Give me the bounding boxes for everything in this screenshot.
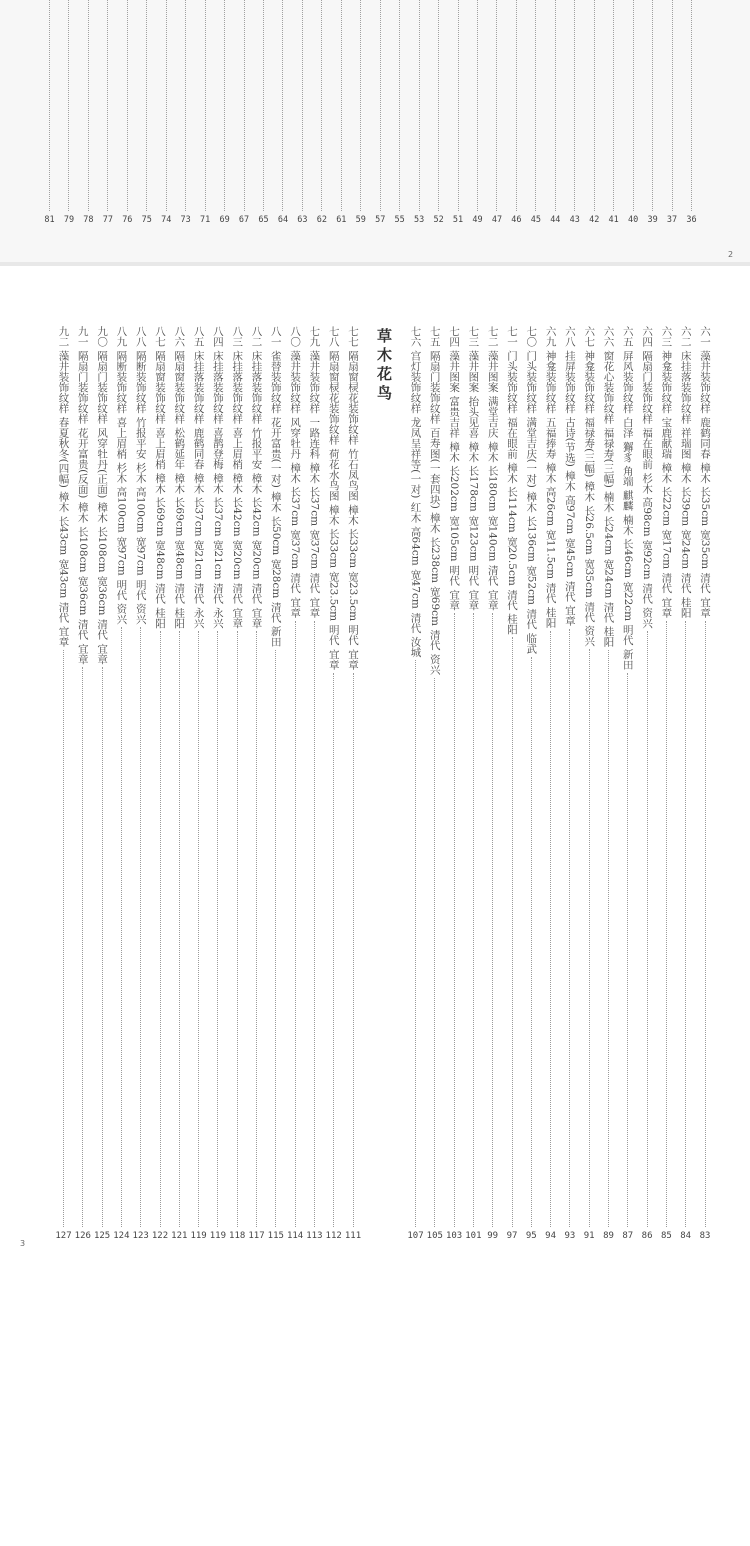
page-number: 112	[325, 1231, 342, 1241]
dotted-leader	[244, 0, 245, 211]
dotted-leader	[399, 0, 400, 211]
toc-entry-title: 八〇 藻井装饰纹样 风穿牡丹 樟木 长37cm 宽37cm 清代 宜章	[289, 326, 302, 618]
dotted-leader	[516, 0, 517, 211]
page-number: 36	[686, 215, 697, 225]
page-number: 40	[628, 215, 639, 225]
toc-entry	[482, 326, 504, 1242]
toc-entry	[149, 326, 171, 1242]
dotted-leader	[569, 629, 570, 1227]
toc-entry	[110, 326, 132, 1242]
toc-leader-column	[196, 0, 215, 226]
page-folio-main: 3	[20, 1239, 26, 1248]
toc-entry	[578, 326, 600, 1242]
toc-entry-title: 六二 床挂落装饰纹样 祥瑞图 樟木 长39cm 宽24cm 清代 桂阳	[679, 326, 692, 618]
toc-entry-title: 九二 藻井装饰纹样 春夏秋冬(四幅) 樟木 长43cm 宽43cm 清代 宜章	[57, 326, 70, 647]
toc-leader-column	[332, 0, 351, 226]
toc-leader-column	[449, 0, 468, 226]
dotted-leader	[633, 0, 634, 211]
toc-entry	[246, 326, 268, 1242]
page-number: 124	[113, 1231, 130, 1241]
toc-entry-title: 八九 隔断装饰纹样 喜上眉梢 杉木 高100cm 宽97cm 明代 资兴	[115, 326, 128, 625]
page-number: 81	[44, 215, 55, 225]
dotted-leader	[302, 0, 303, 211]
toc-entry-title: 七〇 门头装饰纹样 满堂吉庆(一对) 樟木 长136cm 宽52cm 清代 临武	[525, 326, 538, 654]
toc-entry-title: 六三 神龛装饰纹样 宝鹿献瑞 樟木 长22cm 宽17cm 清代 宜章	[660, 326, 673, 618]
previous-page-fragment	[0, 0, 750, 262]
toc-entry-title: 六六 窗花心装饰纹样 福禄寿(三幅) 楠木 长24cm 宽24cm 清代 桂阳	[602, 326, 615, 647]
toc-entry	[342, 326, 364, 1242]
toc-leader-column	[157, 0, 176, 226]
dotted-leader	[613, 0, 614, 211]
toc-leader-column	[137, 0, 156, 226]
toc-entry-title: 六八 挂屏装饰纹样 古诗(节选) 樟木 高97cm 宽45cm 清代 宜章	[563, 326, 576, 626]
toc-entry-title: 九一 隔扇门装饰纹样 花开富贵(反面) 樟木 长108cm 宽36cm 清代 宜章	[76, 326, 89, 665]
dotted-leader	[314, 621, 315, 1227]
page-number: 111	[344, 1231, 362, 1241]
toc-entry-title: 七二 藻井图案 满堂吉庆 樟木 长180cm 宽140cm 清代 宜章	[486, 326, 499, 611]
dotted-leader	[380, 0, 381, 211]
dotted-leader	[275, 650, 276, 1227]
page-number: 122	[151, 1231, 169, 1241]
dotted-leader	[179, 631, 180, 1227]
page-number: 121	[171, 1231, 188, 1241]
page-number: 78	[83, 215, 94, 225]
toc-entry	[520, 326, 542, 1242]
toc-entry	[636, 326, 658, 1242]
page-number: 76	[122, 215, 133, 225]
page-number: 93	[564, 1231, 576, 1241]
page-number: 43	[569, 215, 580, 225]
toc-entry	[694, 326, 716, 1242]
toc-leader-column	[235, 0, 254, 226]
dotted-leader	[217, 631, 218, 1227]
toc-leader-column	[118, 0, 137, 226]
page-number: 62	[316, 215, 327, 225]
toc-page	[0, 266, 750, 1546]
toc-leader-column	[98, 0, 117, 226]
page-number: 37	[666, 215, 678, 225]
toc-leader-column	[468, 0, 487, 226]
page-folio-top: 2	[728, 250, 734, 259]
dotted-leader	[550, 631, 551, 1227]
dotted-leader	[166, 0, 167, 211]
toc-entry-title: 八二 床挂落装饰纹样 竹报平安 樟木 长42cm 宽20cm 清代 宜章	[250, 326, 263, 629]
toc-entry-title: 六一 藻井装饰纹样 鹿鹤同春 樟木 长35cm 宽35cm 清代 宜章	[699, 326, 711, 618]
dotted-leader	[473, 613, 474, 1227]
page-number: 103	[445, 1231, 463, 1241]
page-number: 49	[472, 215, 483, 225]
page-number: 125	[93, 1231, 111, 1241]
toc-leader-column	[507, 0, 526, 226]
dotted-leader	[237, 631, 238, 1227]
toc-leader-column	[59, 0, 78, 226]
toc-entry-title: 七一 门头装饰纹样 福在眼前 樟木 长114cm 宽20.5cm 清代 桂阳	[506, 326, 518, 635]
dotted-leader	[102, 667, 103, 1227]
toc-entry-title: 七三 藻井图案 抬头见喜 樟木 长178cm 宽123cm 明代 宜章	[467, 326, 480, 611]
toc-leader-column	[682, 0, 701, 226]
toc-leader-column	[215, 0, 234, 226]
page-number: 57	[375, 215, 386, 225]
page-number: 71	[200, 215, 211, 225]
dotted-leader	[477, 0, 478, 211]
toc-entry	[72, 326, 94, 1242]
page-number: 117	[248, 1231, 265, 1241]
page-number: 84	[680, 1231, 692, 1241]
dotted-leader	[68, 0, 69, 211]
dotted-leader	[454, 613, 455, 1227]
toc-entry	[303, 326, 325, 1242]
page-number: 127	[55, 1231, 72, 1241]
toc-entry	[655, 326, 677, 1242]
toc-entry-title: 八三 床挂落装饰纹样 喜上眉梢 樟木 长42cm 宽20cm 清代 宜章	[231, 326, 244, 629]
toc-leader-column	[176, 0, 195, 226]
dotted-leader	[353, 673, 354, 1227]
toc-entry-title: 八八 隔断装饰纹样 竹报平安 杉木 高100cm 宽97cm 明代 资兴	[134, 326, 147, 625]
page-number: 105	[426, 1231, 443, 1241]
dotted-leader	[282, 0, 283, 211]
toc-entry	[53, 326, 75, 1242]
dotted-leader	[415, 660, 416, 1227]
dotted-leader	[419, 0, 420, 211]
dotted-leader	[496, 0, 497, 211]
toc-leader-column	[293, 0, 312, 226]
dotted-leader	[672, 0, 673, 211]
page-number: 59	[355, 215, 366, 225]
page-number: 86	[641, 1231, 653, 1241]
dotted-leader	[691, 0, 692, 211]
page-number: 61	[336, 215, 347, 225]
page-number: 64	[277, 215, 289, 225]
toc-leader-column	[312, 0, 331, 226]
toc-entry-title: 六五 屏风装饰纹样 白泽 獬豸 角端 麒麟 楠木 长46cm 宽22cm 明代 新田	[621, 326, 634, 670]
toc-leader-column	[585, 0, 604, 226]
toc-entry	[226, 326, 248, 1242]
page-number: 51	[452, 215, 464, 225]
page-number: 87	[622, 1231, 634, 1241]
dotted-leader	[321, 0, 322, 211]
page-number: 101	[465, 1231, 482, 1241]
page-number: 77	[102, 215, 113, 225]
page-number: 44	[550, 215, 561, 225]
page-number: 46	[511, 215, 522, 225]
toc-entry	[462, 326, 484, 1242]
page-number: 47	[491, 215, 503, 225]
toc-leader-column	[663, 0, 682, 226]
page-number: 75	[141, 215, 152, 225]
dotted-leader	[492, 613, 493, 1227]
dotted-leader	[107, 0, 108, 211]
page-number: 126	[74, 1231, 91, 1241]
toc-entry-title: 八四 床挂落装饰纹样 喜鹊登梅 樟木 长37cm 宽21cm 清代 永兴	[211, 326, 224, 629]
toc-entry	[617, 326, 639, 1242]
page-number: 91	[583, 1231, 595, 1241]
page-number: 69	[219, 215, 230, 225]
dotted-leader	[160, 631, 161, 1227]
page-number: 39	[647, 215, 658, 225]
dotted-leader	[647, 631, 648, 1227]
toc-entry	[559, 326, 581, 1242]
page-number: 119	[209, 1231, 227, 1241]
dotted-leader	[185, 0, 186, 211]
dotted-leader	[256, 631, 257, 1227]
page-number: 114	[286, 1231, 304, 1241]
toc-entry	[424, 326, 446, 1242]
page-number: 63	[297, 215, 308, 225]
toc-entry	[130, 326, 152, 1242]
dotted-leader	[438, 0, 439, 211]
dotted-leader	[341, 0, 342, 211]
toc-leader-column	[565, 0, 584, 226]
page-number: 115	[267, 1231, 284, 1241]
page-number: 45	[530, 215, 541, 225]
toc-entry	[598, 326, 620, 1242]
dotted-leader	[263, 0, 264, 211]
toc-entry	[405, 326, 427, 1242]
dotted-leader	[49, 0, 50, 211]
page-number: 41	[608, 215, 619, 225]
page-number: 95	[525, 1231, 537, 1241]
dotted-leader	[198, 631, 199, 1227]
toc-leader-column	[273, 0, 292, 226]
toc-entry	[501, 326, 523, 1242]
page-number: 118	[229, 1231, 246, 1241]
toc-entry	[323, 326, 345, 1242]
page-number: 52	[433, 215, 444, 225]
page-number: 79	[63, 215, 75, 225]
section-title: 草木花鸟	[375, 328, 393, 404]
toc-leader-column	[390, 0, 409, 226]
dotted-leader	[512, 637, 513, 1227]
dotted-leader	[140, 627, 141, 1227]
toc-entry	[443, 326, 465, 1242]
toc-leader-column	[410, 0, 429, 226]
page-number: 107	[407, 1231, 424, 1241]
page-number: 89	[603, 1231, 614, 1241]
toc-leader-column	[79, 0, 98, 226]
toc-entry-title: 七九 藻井装饰纹样 一路连科 樟木 长37cm 宽37cm 清代 宜章	[308, 326, 321, 618]
toc-entry	[540, 326, 562, 1242]
page-number: 65	[258, 215, 269, 225]
dotted-leader	[458, 0, 459, 211]
dotted-leader	[146, 0, 147, 211]
dotted-leader	[295, 621, 296, 1227]
toc-entry-title: 七七 隔扇窗棂花装饰纹样 竹石凤鸟图 樟木 长33cm 宽23.5cm 明代 宜章	[347, 326, 359, 670]
page-number: 99	[487, 1231, 499, 1241]
toc-entry-title: 七八 隔扇窗棂花装饰纹样 荷花水鸟图 樟木 长33cm 宽23.5cm 明代 宜章	[327, 326, 340, 670]
page-number: 94	[545, 1231, 557, 1241]
toc-entry	[284, 326, 306, 1242]
page-number: 97	[506, 1231, 518, 1241]
toc-entry	[91, 326, 113, 1242]
dotted-leader	[555, 0, 556, 211]
toc-entry	[207, 326, 229, 1242]
dotted-leader	[121, 627, 122, 1227]
toc-entry	[168, 326, 190, 1242]
toc-entry-title: 八七 隔扇窗装饰纹样 喜上眉梢 樟木 长69cm 宽48cm 清代 桂阳	[154, 326, 166, 629]
dotted-leader	[434, 678, 435, 1227]
toc-entry-title: 九〇 隔扇门装饰纹样 风穿牡丹(正面) 樟木 长108cm 宽36cm 清代 宜章	[96, 326, 109, 665]
toc-leader-column	[254, 0, 273, 226]
page-number: 73	[180, 215, 191, 225]
page-number: 55	[394, 215, 405, 225]
dotted-leader	[63, 650, 64, 1227]
page-number: 83	[699, 1231, 711, 1241]
toc-leader-column	[604, 0, 623, 226]
toc-entry-title: 七六 宫灯装饰纹样 龙凤呈祥等(一对) 红木 高64cm 宽47cm 清代 汝城	[409, 326, 422, 658]
dotted-leader	[705, 621, 706, 1227]
page-number: 123	[132, 1231, 149, 1241]
dotted-leader	[589, 649, 590, 1227]
dotted-leader	[666, 621, 667, 1227]
toc-leader-column	[624, 0, 643, 226]
dotted-leader	[531, 657, 532, 1227]
page-number: 113	[306, 1231, 323, 1241]
page-number: 85	[660, 1231, 672, 1241]
toc-leader-column	[40, 0, 59, 226]
dotted-leader	[205, 0, 206, 211]
toc-entry-title: 六七 神龛装饰纹样 福禄寿(三幅) 樟木 长26.5cm 宽35cm 清代 资兴	[583, 326, 596, 647]
dotted-leader	[574, 0, 575, 211]
toc-entry-title: 六四 隔扇门装饰纹样 福在眼前 杉木 高98cm 宽92cm 清代 资兴	[641, 326, 654, 629]
toc-leader-column	[371, 0, 390, 226]
dotted-leader	[685, 621, 686, 1227]
toc-entry-title: 七五 隔扇门装饰纹样 百寿图(一套四块) 樟木 长238cm 宽69cm 清代 资兴	[428, 326, 441, 675]
page-number: 119	[190, 1231, 207, 1241]
dotted-leader	[627, 673, 628, 1227]
dotted-leader	[82, 667, 83, 1227]
dotted-leader	[88, 0, 89, 211]
dotted-leader	[535, 0, 536, 211]
toc-entry-title: 八一 雀替装饰纹样 花开富贵(一对) 樟木 长50cm 宽28cm 清代 新田	[269, 326, 282, 647]
toc-entry	[188, 326, 210, 1242]
dotted-leader	[652, 0, 653, 211]
toc-leader-column	[487, 0, 506, 226]
dotted-leader	[608, 650, 609, 1227]
toc-leader-column	[546, 0, 565, 226]
toc-entry	[265, 326, 287, 1242]
toc-leader-column	[643, 0, 662, 226]
dotted-leader	[594, 0, 595, 211]
dotted-leader	[333, 673, 334, 1227]
page-number: 42	[589, 215, 600, 225]
toc-entry-title: 七四 藻井图案 富贵吉祥 樟木 长202cm 宽105cm 明代 宜章	[448, 326, 461, 611]
toc-entry-title: 八六 隔扇窗装饰纹样 松鹤延年 樟木 长69cm 宽48cm 清代 桂阳	[173, 326, 186, 629]
page-number: 67	[238, 215, 250, 225]
dotted-leader	[224, 0, 225, 211]
toc-entry	[675, 326, 697, 1242]
page-number: 53	[414, 215, 425, 225]
dotted-leader	[127, 0, 128, 211]
page-number: 74	[161, 215, 172, 225]
toc-entry-title: 六九 神龛装饰纹样 五福捧寿 樟木 高26cm 宽11.5cm 清代 桂阳	[544, 326, 557, 628]
toc-leader-column	[351, 0, 370, 226]
toc-entry-title: 八五 床挂落装饰纹样 鹿鹤同春 樟木 长37cm 宽21cm 清代 永兴	[192, 326, 205, 629]
toc-leader-column	[429, 0, 448, 226]
toc-leader-column	[526, 0, 545, 226]
dotted-leader	[360, 0, 361, 211]
